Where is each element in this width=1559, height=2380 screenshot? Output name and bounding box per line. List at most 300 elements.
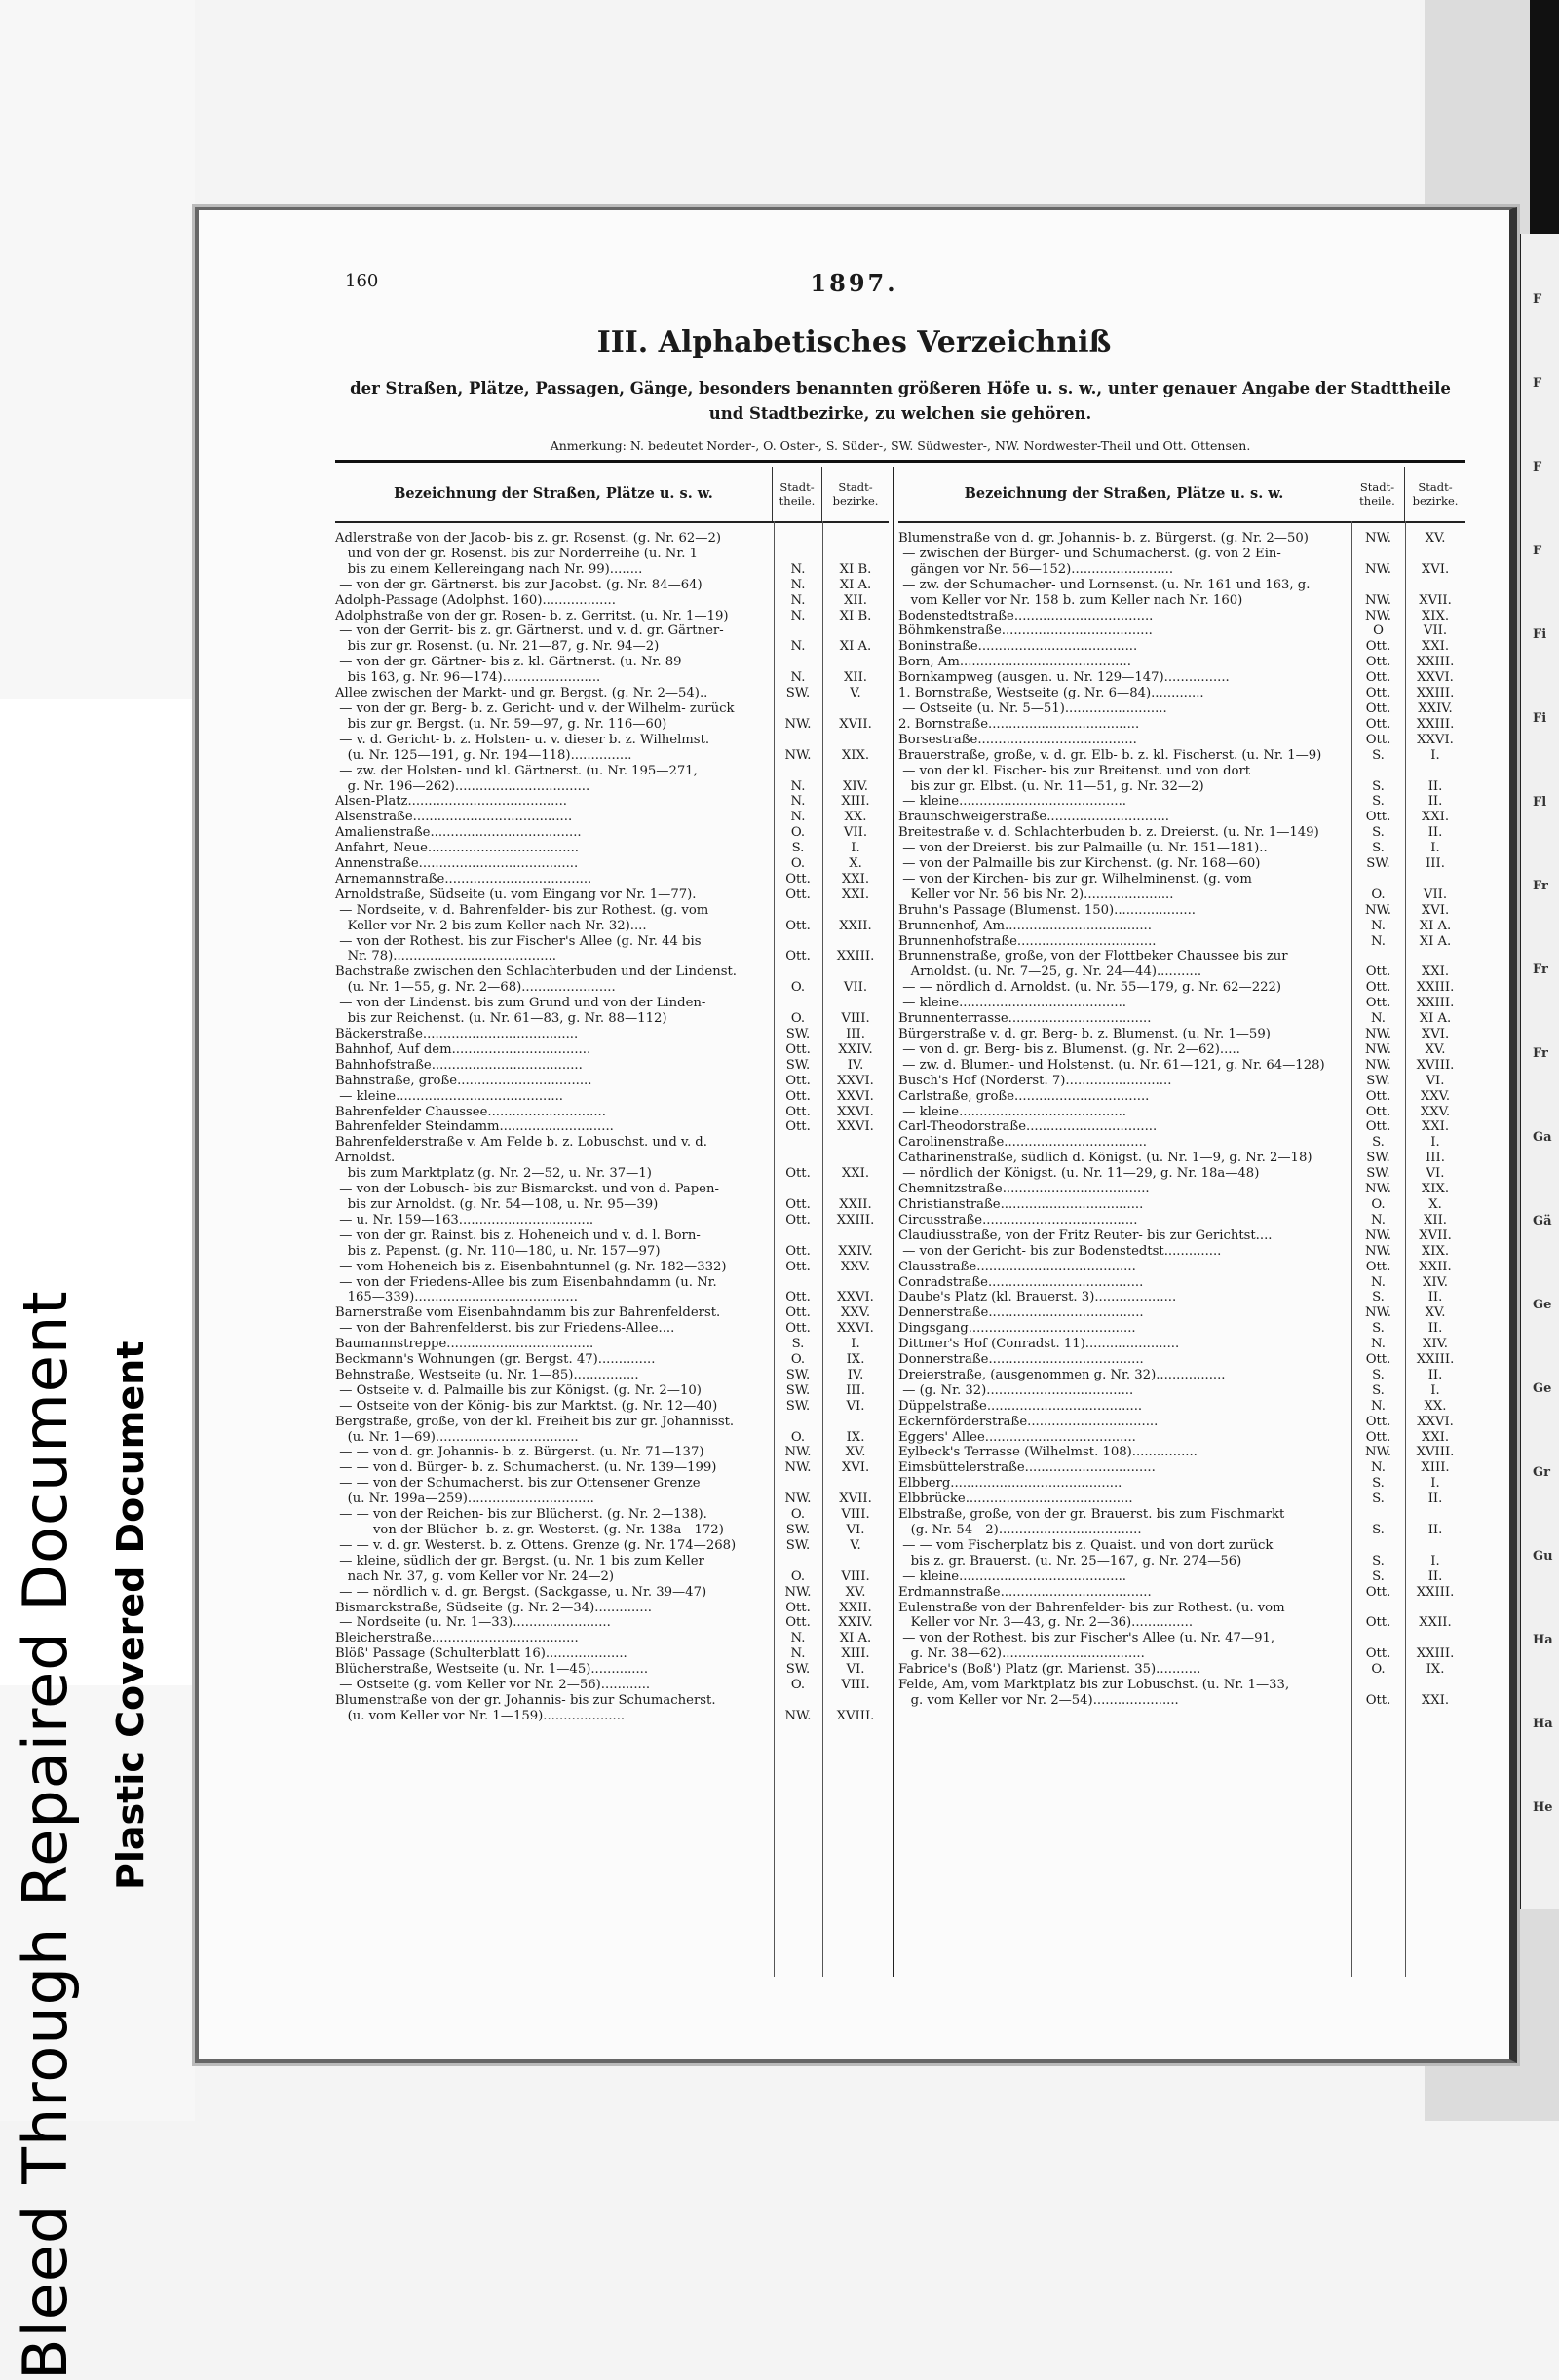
ward-cell: II.	[1427, 1290, 1443, 1305]
street-name: (u. Nr. 199a—259)...............................	[335, 1492, 594, 1507]
district-cell: Ott.	[1365, 1692, 1391, 1708]
table-row	[898, 794, 1465, 810]
table-row	[898, 1182, 1465, 1197]
district-cell: Ott.	[1365, 1429, 1391, 1445]
ward-cell: XXII.	[1419, 1615, 1452, 1631]
street-name: — zw. der Schumacher- und Lornsenst. (u. Nr. 161 und 163, g.	[898, 577, 1311, 592]
street-name: g. Nr. 196—262).................................	[335, 778, 590, 794]
column-rule	[1351, 521, 1352, 1977]
district-cell: N.	[790, 810, 806, 825]
ward-cell: I.	[851, 841, 860, 856]
ward-cell: XXIII.	[1416, 1352, 1455, 1368]
street-name: — zw. der Holsten- und kl. Gärtnerst. (u. Nr. 195—271,	[335, 763, 698, 778]
table-row	[898, 1569, 1465, 1585]
ward-cell: XXV.	[1420, 1104, 1451, 1119]
district-cell: N.	[790, 794, 806, 810]
street-name: vom Keller vor Nr. 158 b. zum Keller nach Nr. 160)	[898, 592, 1243, 608]
street-name: — nördlich der Königst. (u. Nr. 11—29, g. Nr. 18a—48)	[898, 1166, 1260, 1182]
street-name: Annenstraße.......................................	[335, 856, 579, 872]
table-row	[898, 1585, 1465, 1601]
street-name: bis zur gr. Rosenst. (u. Nr. 21—87, g. Nr. 94—2)	[335, 639, 660, 655]
street-name: — von der gr. Berg- b. z. Gericht- und v. der Wilhelm- zurück	[335, 700, 735, 716]
ward-cell: XXIII.	[1416, 1584, 1455, 1600]
ward-cell: XIII.	[841, 1646, 870, 1662]
district-cell: Ott.	[785, 1196, 811, 1212]
ward-cell: XV.	[1425, 531, 1446, 546]
street-name: Adlerstraße von der Jacob- bis z. gr. Rosenst. (g. Nr. 62—2)	[335, 531, 721, 546]
street-name: Chemnitzstraße....................................	[898, 1182, 1150, 1197]
ward-cell: VI.	[1426, 1166, 1445, 1182]
table-row	[335, 547, 889, 562]
district-cell: N.	[790, 639, 806, 655]
street-name: — — von der Reichen- bis zur Blücherst. (g. Nr. 2—138).	[335, 1507, 707, 1523]
district-cell: SW.	[785, 1027, 811, 1041]
table-row	[898, 733, 1465, 748]
district-cell: S.	[1372, 794, 1385, 810]
table-row	[335, 1027, 889, 1042]
district-cell: Ott.	[785, 949, 811, 964]
street-name: Bahnstraße, große.................................	[335, 1073, 592, 1088]
table-row	[898, 1135, 1465, 1151]
facing-page-fragment: Fr	[1533, 1046, 1548, 1061]
district-cell: N.	[1371, 1212, 1386, 1228]
street-name: Eylbeck's Terrasse (Wilhelmst. 108)................	[898, 1445, 1198, 1460]
ward-cell	[1405, 1631, 1465, 1646]
district-cell: S.	[1372, 1492, 1385, 1507]
district-cell	[774, 547, 822, 562]
table-row	[898, 1213, 1465, 1228]
ward-cell: VIII.	[841, 1011, 870, 1027]
street-name: — von der Rothest. bis zur Fischer's Allee (u. Nr. 47—91,	[898, 1631, 1275, 1646]
facing-page-fragment: F	[1533, 544, 1542, 558]
district-cell: NW.	[784, 747, 812, 763]
table-row	[335, 1228, 889, 1244]
district-cell: Ott.	[1365, 1104, 1391, 1119]
ward-cell	[822, 964, 889, 980]
district-cell: Ott.	[1365, 810, 1391, 825]
ward-cell	[822, 1554, 889, 1569]
table-row	[335, 686, 889, 701]
district-cell: S.	[1372, 1568, 1385, 1584]
street-name: — — nördlich d. Arnoldst. (u. Nr. 55—179, g. Nr. 62—222)	[898, 980, 1282, 996]
ward-cell: VII.	[1423, 623, 1448, 639]
right-column	[898, 467, 1465, 1709]
ward-cell: XXI.	[1421, 1119, 1450, 1135]
ward-cell: XVII.	[839, 1492, 872, 1507]
ward-cell: XV.	[1425, 1305, 1446, 1321]
district-cell: S.	[1372, 1382, 1385, 1398]
left-entries	[335, 523, 889, 1724]
ward-cell: XXVI.	[837, 1119, 874, 1135]
ward-cell: II.	[1427, 1367, 1443, 1382]
district-cell: NW.	[784, 1584, 812, 1600]
street-name: — Ostseite v. d. Palmaille bis zur Königst. (g. Nr. 2—10)	[335, 1382, 702, 1398]
street-name: Brauerstraße, große, v. d. gr. Elb- b. z. kl. Fischerst. (u. Nr. 1—9)	[898, 747, 1322, 763]
table-row	[335, 1213, 889, 1228]
table-row	[335, 1415, 889, 1430]
table-row	[898, 1352, 1465, 1368]
ward-cell: III.	[846, 1027, 865, 1041]
table-row	[335, 1615, 889, 1631]
street-name: Carlstraße, große.................................	[898, 1088, 1150, 1104]
page-title: III. Alphabetisches Verzeichniß	[596, 325, 1112, 359]
table-row	[335, 825, 889, 841]
street-name: Eimsbüttelerstraße................................	[898, 1460, 1156, 1476]
street-name: Elbberg..........................................	[898, 1476, 1122, 1492]
page-number: 160	[345, 271, 379, 291]
street-name: — von der Bahrenfelderst. bis zur Friedens-Allee....	[335, 1321, 675, 1337]
district-cell	[774, 733, 822, 748]
street-name: Bruhn's Passage (Blumenst. 150)....................	[898, 902, 1196, 918]
district-cell: O.	[790, 1678, 806, 1693]
table-row	[335, 717, 889, 733]
table-row	[898, 1383, 1465, 1399]
column-rule	[822, 521, 823, 1977]
district-cell: NW.	[1365, 531, 1391, 546]
district-cell: Ott.	[1365, 1584, 1391, 1600]
district-cell: N.	[1371, 1460, 1386, 1476]
street-name: Baumannstreppe....................................	[335, 1337, 594, 1352]
table-row	[898, 934, 1465, 950]
district-cell: O.	[790, 980, 806, 996]
table-row	[335, 810, 889, 825]
ward-cell: VIII.	[841, 1568, 870, 1584]
ward-cell	[822, 1415, 889, 1430]
district-cell: Ott.	[1365, 1259, 1391, 1274]
table-row	[335, 609, 889, 624]
district-cell: Ott.	[785, 1243, 811, 1259]
district-cell: S.	[1372, 1135, 1385, 1151]
street-name: — von der gr. Gärtnerst. bis zur Jacobst. (g. Nr. 84—64)	[335, 577, 703, 592]
table-row	[335, 1321, 889, 1337]
district-cell	[1351, 1507, 1405, 1523]
table-row	[898, 531, 1465, 547]
district-cell: O.	[790, 1352, 806, 1368]
district-cell: SW.	[785, 1367, 811, 1382]
ward-cell: XIII.	[1421, 1460, 1450, 1476]
table-row	[335, 562, 889, 578]
district-cell: NW.	[1365, 902, 1391, 918]
ward-cell: II.	[1427, 825, 1443, 841]
district-cell: Ott.	[785, 1259, 811, 1274]
table-row	[898, 1275, 1465, 1291]
column-rule	[774, 521, 775, 1977]
street-name: Carl-Theodorstraße................................	[898, 1119, 1158, 1135]
table-row	[898, 1197, 1465, 1213]
district-cell: N.	[790, 778, 806, 794]
ward-cell: XIX.	[1421, 1243, 1450, 1259]
ward-cell: XIV.	[842, 778, 868, 794]
street-name: bis zur Reichenst. (u. Nr. 61—83, g. Nr. 88—112)	[335, 1011, 667, 1027]
table-row	[898, 1615, 1465, 1631]
street-name: und von der gr. Rosenst. bis zur Norderreihe (u. Nr. 1	[335, 546, 698, 561]
street-name: — — nördlich v. d. gr. Bergst. (Sackgasse, u. Nr. 39—47)	[335, 1584, 707, 1600]
street-name: Allee zwischen der Markt- und gr. Bergst. (g. Nr. 2—54)..	[335, 686, 708, 701]
table-row	[898, 1058, 1465, 1074]
facing-page-fragment: F	[1533, 460, 1542, 474]
table-row	[335, 1074, 889, 1089]
street-name: Christianstraße...................................	[898, 1196, 1144, 1212]
facing-page-fragment: Gä	[1533, 1214, 1552, 1228]
table-row	[335, 779, 889, 795]
facing-page-fragment: Ga	[1533, 1130, 1552, 1145]
street-name: (u. Nr. 125—191, g. Nr. 194—118)...............	[335, 747, 632, 763]
street-name: Blücherstraße, Westseite (u. Nr. 1—45)..............	[335, 1662, 649, 1678]
table-row	[335, 934, 889, 950]
table-row	[898, 639, 1465, 655]
district-cell: O.	[790, 1429, 806, 1445]
table-row	[335, 1430, 889, 1446]
ward-cell	[822, 547, 889, 562]
table-row	[898, 1601, 1465, 1616]
ward-cell: XXII.	[839, 1196, 872, 1212]
ward-cell: VI.	[846, 1523, 865, 1537]
street-name: Bornkampweg (ausgen. u. Nr. 129—147)................	[898, 670, 1230, 686]
table-row	[898, 1662, 1465, 1678]
ward-cell: VIII.	[841, 1507, 870, 1523]
table-row	[335, 1011, 889, 1027]
ward-cell: XXIII.	[1416, 716, 1455, 732]
facing-page-edge	[1515, 234, 1559, 1909]
table-row	[335, 623, 889, 639]
ward-cell: XXIII.	[836, 1212, 875, 1228]
table-row	[898, 1415, 1465, 1430]
street-name: — vom Hoheneich bis z. Eisenbahntunnel (g. Nr. 182—332)	[335, 1259, 727, 1274]
ward-cell	[1405, 872, 1465, 888]
district-cell	[774, 1415, 822, 1430]
table-row	[898, 779, 1465, 795]
table-row	[335, 980, 889, 996]
district-cell: Ott.	[785, 1073, 811, 1088]
table-row	[898, 1119, 1465, 1135]
table-row	[898, 578, 1465, 593]
ward-cell: XVI.	[1421, 1027, 1450, 1041]
ward-cell: XIX.	[841, 747, 870, 763]
street-name: Bleicherstraße....................................	[335, 1631, 579, 1646]
table-row	[898, 1166, 1465, 1182]
district-cell	[774, 964, 822, 980]
street-name: bis zur Arnoldst. (g. Nr. 54—108, u. Nr. 95—39)	[335, 1196, 659, 1212]
ward-cell: XXVI.	[1417, 1414, 1454, 1429]
ward-header: Stadt-bezirke.	[1404, 467, 1465, 521]
ward-cell: V.	[850, 686, 861, 701]
table-row	[335, 748, 889, 764]
table-row	[335, 764, 889, 779]
ward-cell: I.	[1430, 841, 1440, 856]
ward-cell: XXVI.	[837, 1321, 874, 1337]
district-cell: SW.	[1366, 856, 1390, 872]
left-column	[335, 467, 889, 1724]
abbreviation-note: Anmerkung: N. bedeutet Norder-, O. Oster-, S. Süder-, SW. Südwester-, NW. Nordwester-Theil und Ott. Ottensen.	[550, 438, 1251, 453]
plastic-covered-label: Plastic Covered Document	[109, 1341, 152, 1890]
ward-cell	[822, 1228, 889, 1244]
district-cell: Ott.	[785, 887, 811, 902]
street-name: Dreierstraße, (ausgenommen g. Nr. 32).................	[898, 1367, 1226, 1382]
street-name: Amalienstraße.....................................	[335, 825, 582, 841]
district-header: Stadt-theile.	[772, 467, 821, 521]
table-row	[898, 609, 1465, 624]
street-name: — Ostseite (g. vom Keller vor Nr. 2—56)............	[335, 1678, 651, 1693]
table-row	[335, 1678, 889, 1693]
ward-cell: III.	[1426, 856, 1445, 872]
ward-cell: XVIII.	[1416, 1445, 1455, 1460]
street-name: — kleine.........................................	[898, 1568, 1126, 1584]
table-row	[898, 1105, 1465, 1120]
district-cell: Ott.	[1365, 700, 1391, 716]
district-cell	[774, 903, 822, 919]
table-row	[898, 1244, 1465, 1260]
facing-page-fragment: Fr	[1533, 879, 1548, 893]
ward-cell: I.	[1430, 747, 1440, 763]
table-row	[898, 841, 1465, 856]
table-row	[898, 562, 1465, 578]
ward-cell: VI.	[846, 1662, 865, 1678]
table-row	[898, 1027, 1465, 1042]
district-cell: NW.	[1365, 1041, 1391, 1057]
district-cell: O.	[790, 1011, 806, 1027]
table-row	[335, 794, 889, 810]
table-row	[898, 1430, 1465, 1446]
table-row	[898, 1646, 1465, 1662]
table-row	[898, 856, 1465, 872]
ward-cell: XVII.	[839, 716, 872, 732]
district-cell: NW.	[784, 1708, 812, 1723]
table-row	[898, 717, 1465, 733]
district-cell: S.	[791, 1337, 805, 1352]
table-row	[335, 919, 889, 934]
table-row	[898, 1290, 1465, 1305]
table-row	[898, 996, 1465, 1011]
ward-cell: XXIII.	[1416, 686, 1455, 701]
table-row	[335, 1182, 889, 1197]
street-name: Arnemannstraße....................................	[335, 871, 592, 887]
district-cell	[774, 531, 822, 547]
ward-cell: XV.	[845, 1445, 866, 1460]
street-name: — von der Kirchen- bis zur gr. Wilhelminenst. (g. vom	[898, 871, 1252, 887]
street-name: — — von d. gr. Johannis- b. z. Bürgerst. (u. Nr. 71—137)	[335, 1445, 704, 1460]
ward-cell: XVII.	[1419, 592, 1452, 608]
table-row	[898, 1260, 1465, 1275]
street-name: — kleine, südlich der gr. Bergst. (u. Nr. 1 bis zum Keller	[335, 1553, 704, 1568]
ward-cell: I.	[1430, 1553, 1440, 1568]
ward-cell	[822, 1135, 889, 1166]
district-cell: N.	[790, 1631, 806, 1646]
district-cell: SW.	[785, 686, 811, 701]
ward-cell: I.	[1430, 1382, 1440, 1398]
district-cell: Ott.	[1365, 1646, 1391, 1662]
street-name: Conradstraße......................................	[898, 1274, 1144, 1290]
district-cell: Ott.	[785, 1041, 811, 1057]
ward-cell: XXIV.	[838, 1243, 873, 1259]
district-cell: O	[1373, 623, 1384, 639]
table-row	[898, 919, 1465, 934]
ward-cell	[1405, 547, 1465, 562]
district-cell: N.	[790, 670, 806, 686]
street-name: Bahrenfelderstraße v. Am Felde b. z. Lobuschst. und v. d. Arnoldst.	[335, 1135, 712, 1166]
ward-cell: XIX.	[1421, 608, 1450, 623]
district-cell: O.	[1371, 1196, 1386, 1212]
ward-cell	[822, 733, 889, 748]
table-row	[335, 1166, 889, 1182]
table-row	[335, 903, 889, 919]
street-name: — von der Gerrit- bis z. gr. Gärtnerst. und v. d. gr. Gärtner-	[335, 623, 724, 639]
district-cell: Ott.	[785, 1615, 811, 1631]
district-cell: N.	[790, 561, 806, 577]
street-name: Alsenstraße.......................................	[335, 810, 573, 825]
facing-page-fragment: F	[1533, 292, 1542, 307]
street-name: — von der gr. Rainst. bis z. Hoheneich und v. d. l. Born-	[335, 1228, 701, 1243]
street-name: Carolinenstraße...................................	[898, 1135, 1147, 1151]
ward-cell: XXV.	[840, 1305, 871, 1321]
district-cell: N.	[1371, 1337, 1386, 1352]
district-cell: N.	[790, 592, 806, 608]
ward-cell: VIII.	[841, 1678, 870, 1693]
table-row	[335, 1646, 889, 1662]
ward-cell: II.	[1427, 1568, 1443, 1584]
street-name: Bismarckstraße, Südseite (g. Nr. 2—34)..............	[335, 1600, 652, 1615]
district-cell: S.	[1372, 1476, 1385, 1492]
ward-cell: XXI.	[841, 1166, 870, 1182]
street-name: bis z. Papenst. (g. Nr. 110—180, u. Nr. 157—97)	[335, 1243, 661, 1259]
street-name: — Nordseite, v. d. Bahrenfelder- bis zur Rothest. (g. vom	[335, 902, 709, 918]
street-name: bis zu einem Kellereingang nach Nr. 99)........	[335, 561, 643, 577]
district-cell: Ott.	[785, 1104, 811, 1119]
district-cell	[774, 1135, 822, 1166]
left-column-header	[335, 467, 889, 523]
street-name: bis z. gr. Brauerst. (u. Nr. 25—167, g. Nr. 274—56)	[898, 1553, 1242, 1568]
table-row	[335, 1693, 889, 1709]
table-row	[335, 1492, 889, 1507]
street-name: 165—339)........................................	[335, 1290, 578, 1305]
street-name: Clausstraße.......................................	[898, 1259, 1136, 1274]
table-row	[898, 655, 1465, 670]
street-name: Alsen-Platz.......................................	[335, 794, 567, 810]
table-row	[898, 1460, 1465, 1476]
street-name: — kleine.........................................	[898, 996, 1126, 1011]
district-cell: SW.	[785, 1662, 811, 1678]
table-row	[898, 888, 1465, 903]
ward-cell: XXIV.	[1418, 700, 1453, 716]
table-row	[335, 1538, 889, 1554]
ward-cell: XVIII.	[1416, 1057, 1455, 1073]
street-name: Brunnenhofstraße..................................	[898, 933, 1157, 949]
district-cell: S.	[1372, 1321, 1385, 1337]
district-cell: SW.	[1366, 1151, 1390, 1166]
district-cell: S.	[1372, 825, 1385, 841]
ward-cell	[822, 1693, 889, 1709]
table-row	[335, 1523, 889, 1538]
street-name: — zw. d. Blumen- und Holstenst. (u. Nr. 61—121, g. Nr. 64—128)	[898, 1057, 1325, 1073]
ward-cell: XXI.	[1421, 639, 1450, 655]
ward-cell: XI A.	[839, 1631, 872, 1646]
street-name: Boninstraße.......................................	[898, 639, 1138, 655]
ward-cell	[822, 623, 889, 639]
table-row	[335, 1275, 889, 1291]
ward-cell	[1405, 1601, 1465, 1616]
table-row	[335, 578, 889, 593]
name-header: Bezeichnung der Straßen, Plätze u. s. w.	[394, 485, 713, 502]
table-row	[335, 964, 889, 980]
column-divider	[893, 467, 894, 1977]
street-name: Eggers' Allee.....................................	[898, 1429, 1136, 1445]
street-name: Bahrenfelder Chaussee.............................	[335, 1104, 606, 1119]
ward-cell: III.	[846, 1382, 865, 1398]
district-cell	[1351, 949, 1405, 964]
ward-cell	[822, 996, 889, 1011]
street-name: Bahnhofstraße.....................................	[335, 1057, 583, 1073]
table-row	[335, 1244, 889, 1260]
table-row	[898, 1476, 1465, 1492]
